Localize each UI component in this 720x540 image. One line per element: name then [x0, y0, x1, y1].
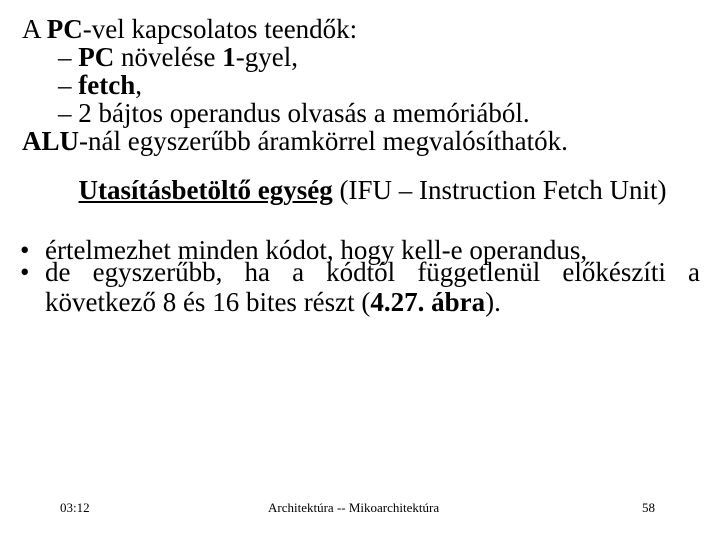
ifu-title: [45, 175, 700, 205]
text: –: [58, 42, 79, 72]
bullet-item-2: [45, 257, 700, 317]
summary-line: [22, 126, 568, 156]
text: -vel kapcsolatos teendők:: [82, 14, 358, 44]
text: –: [58, 70, 79, 100]
bullet-icon: •: [20, 257, 30, 287]
text-bold: ALU: [22, 126, 80, 156]
ifu-title-rest: (IFU – Instruction Fetch Unit): [332, 175, 667, 205]
heading-line: [22, 14, 357, 44]
sub-line-pc: [58, 42, 298, 72]
text: ,: [135, 70, 142, 100]
text: -nál egyszerűbb áramkörrel megvalósíthatók.: [79, 126, 568, 156]
text: A: [22, 14, 47, 44]
text-bold: PC: [46, 14, 83, 44]
bullet-item-1: értelmezhet minden kódot, hogy kell-e operandus,: [45, 235, 588, 265]
text: – 2 bájtos operandus olvasás a memóriából.: [58, 98, 530, 128]
text: növelése: [114, 42, 223, 72]
bullet-icon: •: [20, 235, 30, 265]
text: de egyszerűbb, ha a kódtól függetlenül előkészíti a következő 8 és 16 bites részt (: [45, 257, 700, 317]
ifu-title-bold: Utasításbetöltő egység: [78, 175, 333, 205]
text: ).: [485, 287, 501, 317]
text-bold: 1: [222, 42, 236, 72]
footer-page-number: 58: [642, 500, 655, 515]
footer-time: 03:12: [60, 500, 90, 515]
text: -gyel,: [235, 42, 298, 72]
text-bold: PC: [78, 42, 115, 72]
footer-title: Architektúra -- Mikoarchitektúra: [268, 500, 440, 515]
figure-ref: 4.27. ábra: [370, 287, 486, 317]
sub-line-fetch: [58, 70, 142, 100]
sub-line-operand: [58, 98, 530, 128]
text-bold: fetch: [78, 70, 136, 100]
